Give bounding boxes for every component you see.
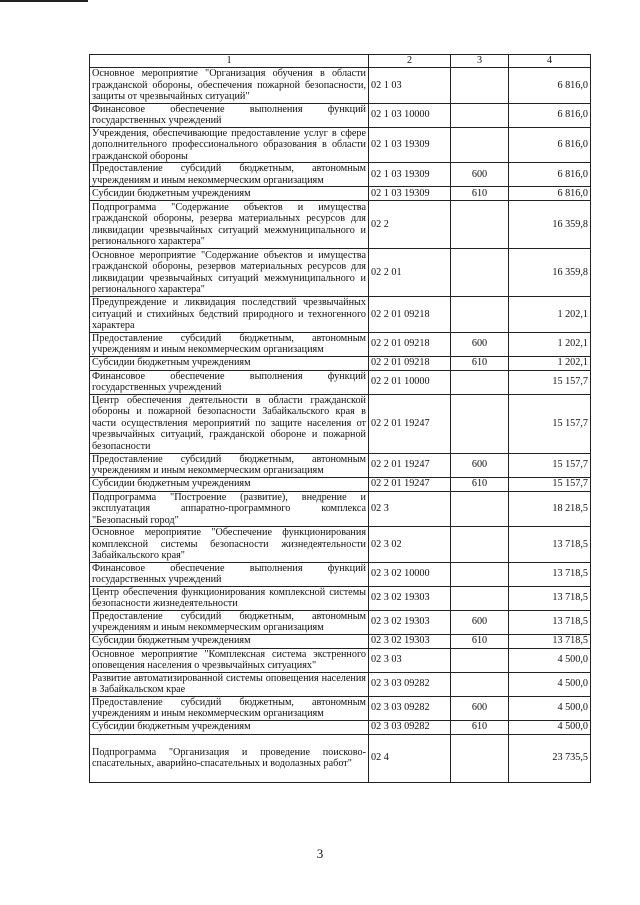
row-type-cell [451, 297, 509, 333]
row-code-cell: 02 1 03 19309 [369, 163, 451, 187]
row-name-cell: Основное мероприятие "Организация обучения в области гражданской обороны, обеспечения пожарной безопасности, защиты от чрезвычайных ситуаций" [90, 68, 369, 104]
row-amount-cell: 13 718,5 [509, 586, 591, 610]
table-row [90, 562, 591, 586]
row-code-cell: 02 3 03 09282 [369, 696, 451, 720]
row-type-cell: 600 [451, 696, 509, 720]
row-amount-cell: 6 816,0 [509, 163, 591, 187]
row-type-cell: 610 [451, 187, 509, 201]
row-type-cell [451, 394, 509, 453]
row-name-cell: Предоставление субсидий бюджетным, автономным учреждениям и иным некоммерческим организациям [90, 610, 369, 634]
row-name-cell: Основное мероприятие "Содержание объектов и имущества гражданской обороны, резервов материальных ресурсов для ликвидации чрезвычайных ситуаций межмуниципального и регионального характера" [90, 249, 369, 297]
row-type-cell [451, 734, 509, 782]
row-type-cell [451, 103, 509, 127]
row-code-cell: 02 3 03 [369, 648, 451, 672]
row-type-cell: 600 [451, 610, 509, 634]
row-code-cell: 02 2 01 19247 [369, 453, 451, 477]
row-type-cell [451, 491, 509, 527]
table-row [90, 491, 591, 527]
row-type-cell [451, 672, 509, 696]
table-row [90, 68, 591, 104]
budget-table [89, 54, 591, 783]
row-code-cell: 02 3 02 10000 [369, 562, 451, 586]
row-amount-cell: 15 157,7 [509, 453, 591, 477]
row-code-cell: 02 2 01 09218 [369, 356, 451, 370]
table-header-row [90, 55, 591, 68]
row-type-cell: 610 [451, 477, 509, 491]
row-name-cell: Субсидии бюджетным учреждениям [90, 356, 369, 370]
row-amount-cell: 13 718,5 [509, 562, 591, 586]
table-row [90, 527, 591, 563]
table-row [90, 297, 591, 333]
header-col-3: 3 [451, 55, 509, 68]
row-type-cell: 610 [451, 720, 509, 734]
row-name-cell: Финансовое обеспечение выполнения функций государственных учреждений [90, 103, 369, 127]
row-amount-cell: 15 157,7 [509, 394, 591, 453]
row-type-cell [451, 370, 509, 394]
row-code-cell: 02 2 01 10000 [369, 370, 451, 394]
row-amount-cell: 1 202,1 [509, 297, 591, 333]
row-name-cell: Подпрограмма "Содержание объектов и имущества гражданской обороны, резерва материальных ресурсов для ликвидации чрезвычайных ситуаций межмуниципального и регионального характера" [90, 201, 369, 249]
top-rule [0, 0, 88, 2]
table-row [90, 332, 591, 356]
row-name-cell: Финансовое обеспечение выполнения функций государственных учреждений [90, 370, 369, 394]
row-code-cell: 02 1 03 19309 [369, 187, 451, 201]
row-code-cell: 02 2 01 19247 [369, 394, 451, 453]
row-name-cell: Субсидии бюджетным учреждениям [90, 634, 369, 648]
row-name-cell: Субсидии бюджетным учреждениям [90, 187, 369, 201]
table-row [90, 370, 591, 394]
row-type-cell: 610 [451, 634, 509, 648]
row-amount-cell: 4 500,0 [509, 696, 591, 720]
table-row [90, 103, 591, 127]
row-name-cell: Субсидии бюджетным учреждениям [90, 477, 369, 491]
row-code-cell: 02 2 01 [369, 249, 451, 297]
row-amount-cell: 18 218,5 [509, 491, 591, 527]
row-name-cell: Основное мероприятие "Обеспечение функционирования комплексной системы безопасности жизнедеятельности Забайкальского края" [90, 527, 369, 563]
row-type-cell [451, 648, 509, 672]
row-code-cell: 02 1 03 19309 [369, 127, 451, 163]
row-type-cell [451, 562, 509, 586]
header-col-4: 4 [509, 55, 591, 68]
row-amount-cell: 6 816,0 [509, 127, 591, 163]
row-code-cell: 02 2 [369, 201, 451, 249]
row-code-cell: 02 2 01 19247 [369, 477, 451, 491]
row-name-cell: Предоставление субсидий бюджетным, автономным учреждениям и иным некоммерческим организациям [90, 163, 369, 187]
row-type-cell: 600 [451, 453, 509, 477]
row-amount-cell: 15 157,7 [509, 370, 591, 394]
row-code-cell: 02 3 02 19303 [369, 634, 451, 648]
row-code-cell: 02 1 03 10000 [369, 103, 451, 127]
page-number: 3 [316, 846, 324, 861]
header-col-2: 2 [369, 55, 451, 68]
table-row [90, 734, 591, 782]
row-amount-cell: 13 718,5 [509, 610, 591, 634]
table-row [90, 187, 591, 201]
row-type-cell [451, 586, 509, 610]
row-name-cell: Развитие автоматизированной системы оповещения населения в Забайкальском крае [90, 672, 369, 696]
row-type-cell: 610 [451, 356, 509, 370]
row-type-cell [451, 527, 509, 563]
row-amount-cell: 4 500,0 [509, 720, 591, 734]
row-name-cell: Субсидии бюджетным учреждениям [90, 720, 369, 734]
row-amount-cell: 4 500,0 [509, 672, 591, 696]
row-amount-cell: 4 500,0 [509, 648, 591, 672]
row-amount-cell: 15 157,7 [509, 477, 591, 491]
row-type-cell [451, 201, 509, 249]
row-amount-cell: 16 359,8 [509, 249, 591, 297]
table-row [90, 356, 591, 370]
row-name-cell: Предоставление субсидий бюджетным, автономным учреждениям и иным некоммерческим организациям [90, 696, 369, 720]
row-name-cell: Предупреждение и ликвидация последствий чрезвычайных ситуаций и стихийных бедствий природного и техногенного характера [90, 297, 369, 333]
header-col-1: 1 [90, 55, 369, 68]
table-row [90, 249, 591, 297]
row-name-cell: Центр обеспечения функционирования комплексной системы безопасности жизнедеятельности [90, 586, 369, 610]
table-row [90, 720, 591, 734]
row-type-cell [451, 127, 509, 163]
row-code-cell: 02 4 [369, 734, 451, 782]
row-amount-cell: 23 735,5 [509, 734, 591, 782]
row-type-cell: 600 [451, 332, 509, 356]
table-row [90, 163, 591, 187]
row-code-cell: 02 2 01 09218 [369, 332, 451, 356]
row-name-cell: Финансовое обеспечение выполнения функций государственных учреждений [90, 562, 369, 586]
table-row [90, 648, 591, 672]
row-amount-cell: 13 718,5 [509, 527, 591, 563]
row-name-cell: Центр обеспечения деятельности в области гражданской обороны и пожарной безопасности Забайкальского края в части осуществления мероприятий по защите населения от чрезвычайных ситуаций, гражданской обороне и пожарной безопасности [90, 394, 369, 453]
row-name-cell: Основное мероприятие "Комплексная система экстренного оповещения населения о чрезвычайных ситуациях" [90, 648, 369, 672]
row-code-cell: 02 3 02 [369, 527, 451, 563]
row-amount-cell: 1 202,1 [509, 356, 591, 370]
row-name-cell: Учреждения, обеспечивающие предоставление услуг в сфере дополнительного профессионального образования в области гражданской обороны [90, 127, 369, 163]
table-row [90, 586, 591, 610]
row-amount-cell: 6 816,0 [509, 68, 591, 104]
row-code-cell: 02 1 03 [369, 68, 451, 104]
table-row [90, 394, 591, 453]
row-name-cell: Предоставление субсидий бюджетным, автономным учреждениям и иным некоммерческим организациям [90, 453, 369, 477]
table-row [90, 201, 591, 249]
row-code-cell: 02 3 02 19303 [369, 586, 451, 610]
table-row [90, 696, 591, 720]
row-code-cell: 02 3 03 09282 [369, 672, 451, 696]
row-code-cell: 02 3 03 09282 [369, 720, 451, 734]
table-row [90, 610, 591, 634]
table-body [90, 68, 591, 783]
table-row [90, 477, 591, 491]
row-amount-cell: 1 202,1 [509, 332, 591, 356]
row-type-cell [451, 68, 509, 104]
row-type-cell: 600 [451, 163, 509, 187]
table-row [90, 453, 591, 477]
row-type-cell [451, 249, 509, 297]
row-code-cell: 02 3 02 19303 [369, 610, 451, 634]
row-amount-cell: 16 359,8 [509, 201, 591, 249]
row-code-cell: 02 2 01 09218 [369, 297, 451, 333]
row-code-cell: 02 3 [369, 491, 451, 527]
table-row [90, 634, 591, 648]
row-name-cell: Подпрограмма "Организация и проведение поисково-спасательных, аварийно-спасательных и водолазных работ" [90, 734, 369, 782]
row-name-cell: Подпрограмма "Построение (развитие), внедрение и эксплуатация аппаратно-программного комплекса "Безопасный город" [90, 491, 369, 527]
row-name-cell: Предоставление субсидий бюджетным, автономным учреждениям и иным некоммерческим организациям [90, 332, 369, 356]
row-amount-cell: 13 718,5 [509, 634, 591, 648]
table-row [90, 672, 591, 696]
row-amount-cell: 6 816,0 [509, 103, 591, 127]
row-amount-cell: 6 816,0 [509, 187, 591, 201]
table-row [90, 127, 591, 163]
